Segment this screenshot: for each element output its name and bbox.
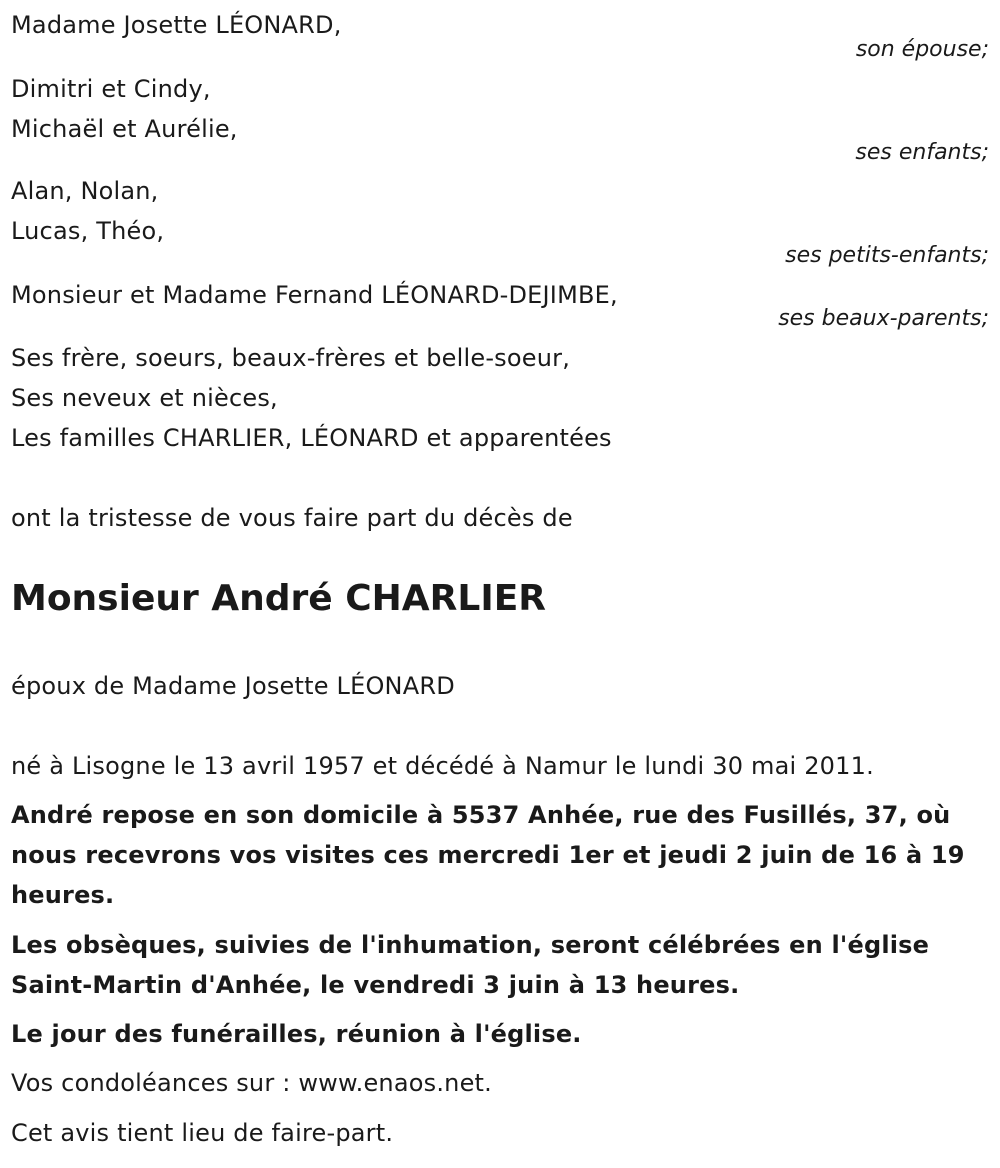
- siblings-line: Ses frère, soeurs, beaux-frères et belle-soeur,: [11, 344, 571, 372]
- children-role: ses enfants;: [855, 140, 989, 165]
- families-line: Les familles CHARLIER, LÉONARD et apparentées: [11, 424, 612, 452]
- notice-text: Cet avis tient lieu de faire-part.: [11, 1119, 394, 1147]
- announcement-text: ont la tristesse de vous faire part du décès de: [11, 504, 573, 532]
- parents-in-law-role: ses beaux-parents;: [778, 306, 989, 331]
- spouse-name: Madame Josette LÉONARD,: [11, 11, 342, 39]
- child-line-2: Michaël et Aurélie,: [11, 115, 238, 143]
- grandchild-line-2: Lucas, Théo,: [11, 217, 165, 245]
- grandchild-line-1: Alan, Nolan,: [11, 177, 159, 205]
- condolences-text: Vos condoléances sur : www.enaos.net.: [11, 1069, 492, 1097]
- funeral-details: Les obsèques, suivies de l'inhumation, seront célébrées en l'église Saint-Martin d'Anhée, le vendredi 3 juin à 13 heures.: [11, 931, 930, 999]
- grandchildren-role: ses petits-enfants;: [785, 243, 989, 268]
- wake-details: André repose en son domicile à 5537 Anhée, rue des Fusillés, 37, où nous recevrons vos visites ces mercredi 1er et jeudi 2 juin de 16 à 19 heures.: [11, 801, 965, 909]
- spouse-role: son épouse;: [855, 37, 989, 62]
- child-line-1: Dimitri et Cindy,: [11, 75, 211, 103]
- nephews-line: Ses neveux et nièces,: [11, 384, 278, 412]
- gathering-details: Le jour des funérailles, réunion à l'église.: [11, 1020, 582, 1048]
- parents-in-law: Monsieur et Madame Fernand LÉONARD-DEJIMBE,: [11, 281, 618, 309]
- birth-death-text: né à Lisogne le 13 avril 1957 et décédé à Namur le lundi 30 mai 2011.: [11, 752, 874, 780]
- spouse-of-text: époux de Madame Josette LÉONARD: [11, 672, 455, 700]
- deceased-name: Monsieur André CHARLIER: [11, 578, 547, 619]
